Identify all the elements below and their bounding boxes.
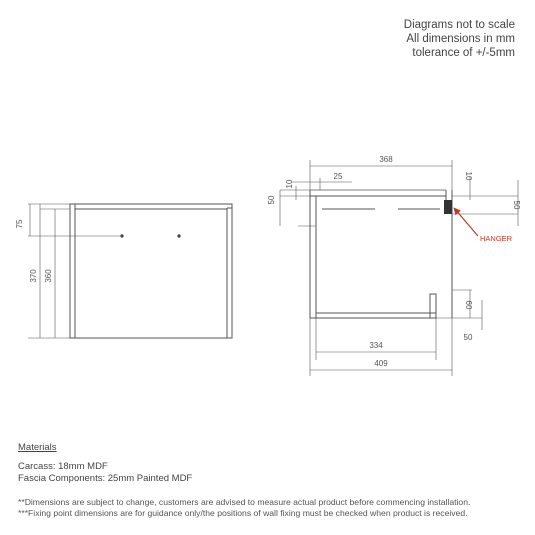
side-view	[280, 160, 518, 376]
dim-75-label: 75	[15, 219, 24, 229]
dim-50-left-label: 50	[267, 195, 276, 205]
hanger-block	[444, 200, 452, 214]
fascia-spec: Fascia Components: 25mm Painted MDF	[18, 473, 193, 484]
materials-section	[18, 442, 528, 519]
note-line-1: Diagrams not to scale	[403, 19, 515, 31]
fixing-point-right	[178, 235, 180, 237]
dim-370-label: 370	[29, 269, 38, 283]
dim-409-label: 409	[374, 359, 388, 368]
note-line-3: tolerance of +/-5mm	[412, 47, 515, 59]
carcass-spec: Carcass: 18mm MDF	[18, 461, 108, 472]
hanger-label: HANGER	[480, 234, 513, 243]
dim-60-label: 60	[464, 300, 473, 310]
front-cabinet-outline	[70, 204, 232, 338]
dim-10-left-label: 10	[285, 179, 294, 189]
dim-368-label: 368	[379, 155, 393, 164]
dim-50-bottom-label: 50	[463, 333, 473, 342]
disclaimers	[18, 497, 528, 519]
disclaimer-fixing: ***Fixing point dimensions are for guidance only/the positions of wall fixing must be checked when product is received.	[18, 508, 468, 518]
hanger-arrow	[454, 208, 478, 236]
disclaimer-dimensions: **Dimensions are subject to change, customers are advised to measure actual product before commencing installation.	[18, 497, 471, 507]
bottom-upstand	[430, 294, 436, 318]
materials-title: Materials	[18, 442, 57, 453]
dim-10-right-label: 10	[464, 171, 473, 181]
note-line-2: All dimensions in mm	[406, 33, 515, 45]
dim-50-right-label: 50	[512, 200, 521, 210]
front-view	[28, 204, 232, 338]
dim-360-label: 360	[44, 269, 53, 283]
dim-25-label: 25	[333, 172, 343, 181]
dim-334-label: 334	[369, 341, 383, 350]
